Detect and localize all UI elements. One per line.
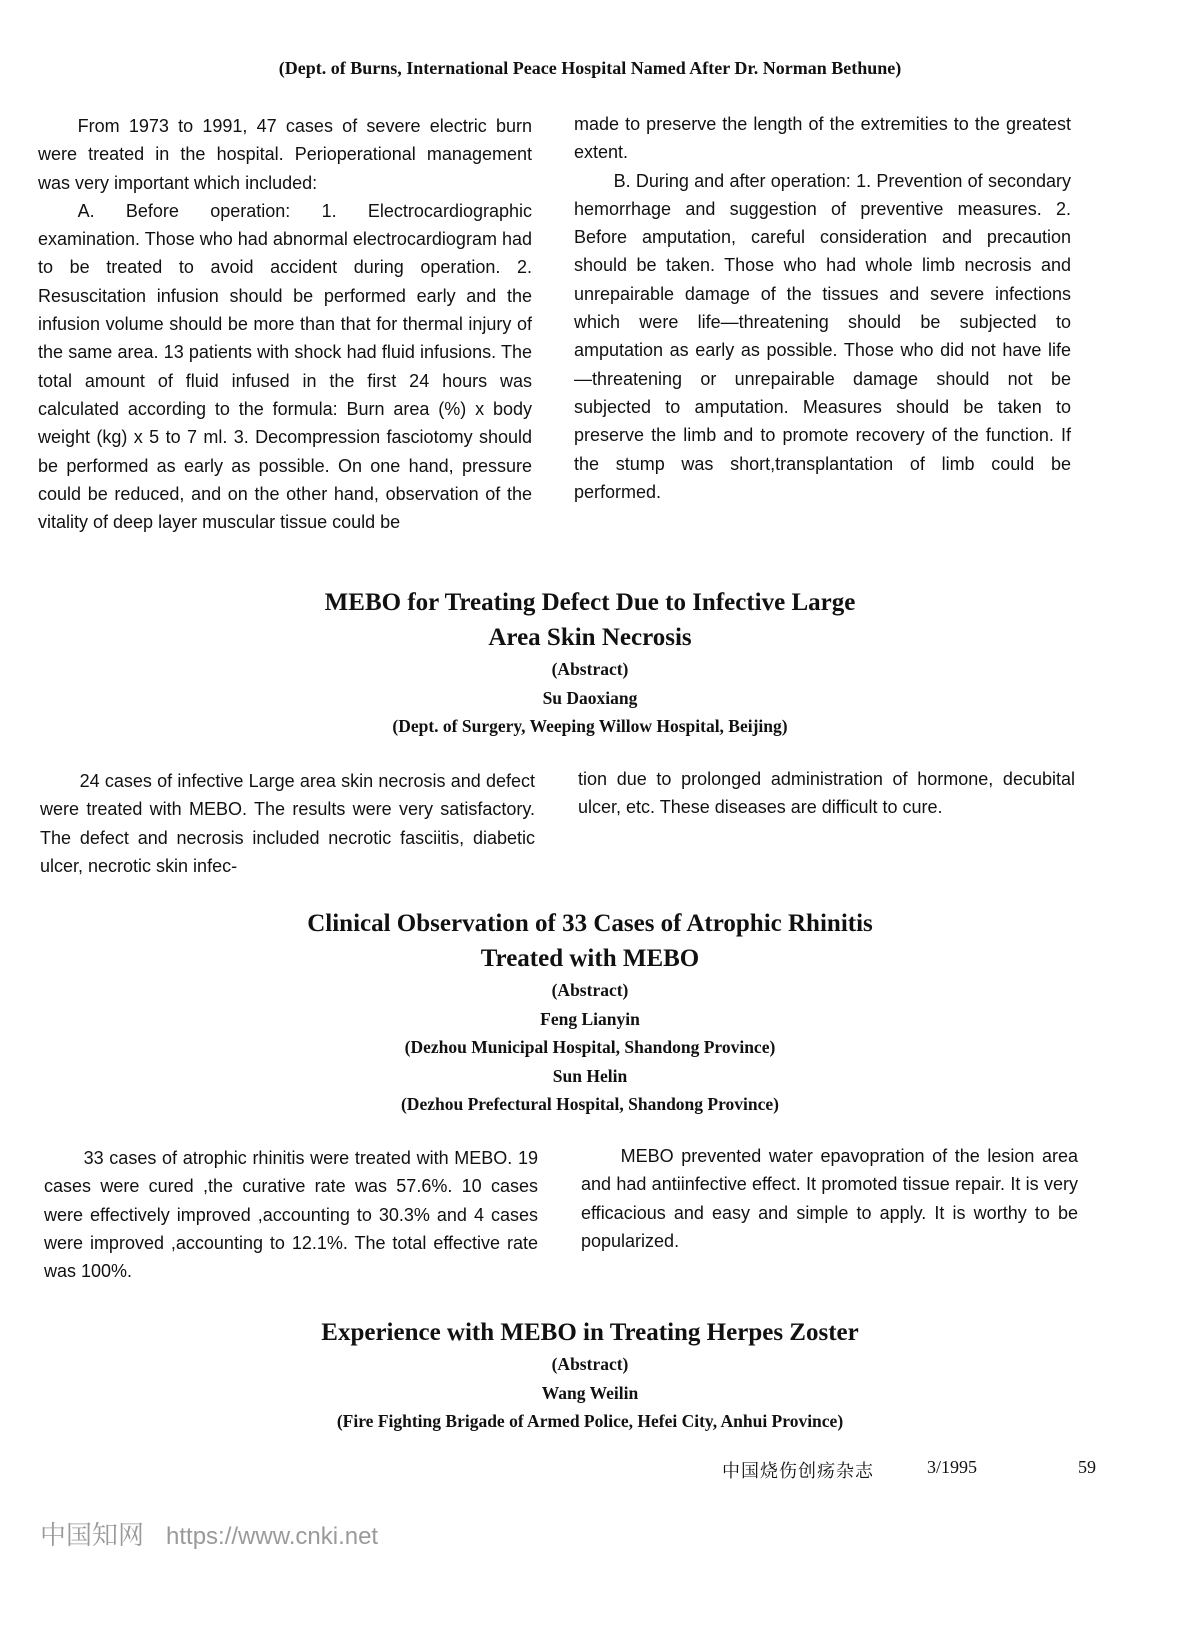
watermark (40, 1515, 378, 1552)
journal-issue: 3/1995 (927, 1457, 978, 1477)
author-name: Sun Helin (552, 1065, 628, 1086)
paragraph: 33 cases of atrophic rhinitis were treated with MEBO. 19 cases were cured ,the curative rate was 57.6%. 10 cases were effectively improved ,accounting to 30.3% and 4 cases were improved ,accounting to 12.1%. The total effective rate was 100%. (44, 1148, 538, 1282)
article-title: Area Skin Necrosis (488, 624, 692, 651)
article-title: Experience with MEBO in Treating Herpes Zoster (321, 1319, 859, 1346)
article4-header (0, 1315, 1180, 1436)
article-title: MEBO for Treating Defect Due to Infective Large (324, 589, 856, 616)
author-affiliation: (Fire Fighting Brigade of Armed Police, Hefei City, Anhui Province) (336, 1411, 844, 1431)
watermark-site-name: 中国知网 (40, 1520, 145, 1550)
abstract-label: (Abstract) (551, 1354, 629, 1374)
article1-right-column (574, 110, 1071, 506)
article3-header (0, 906, 1180, 1119)
paragraph: 24 cases of infective Large area skin necrosis and defect were treated with MEBO. The results were very satisfactory. The defect and necrosis included necrotic fasciitis, diabetic ulcer, necrotic skin infec- (40, 771, 535, 876)
author-affiliation: (Dept. of Surgery, Weeping Willow Hospital, Beijing) (392, 716, 788, 736)
article2-left-column (40, 767, 535, 880)
article2-header (0, 585, 1180, 741)
paragraph: tion due to prolonged administration of hormone, decubital ulcer, etc. These diseases are difficult to cure. (578, 769, 1075, 818)
author-affiliation: (Dezhou Prefectural Hospital, Shandong Province) (400, 1094, 780, 1114)
article-title: Treated with MEBO (480, 945, 700, 972)
page-number: 59 (1078, 1457, 1096, 1477)
article3-left-column (44, 1144, 538, 1285)
article2-right-column (578, 765, 1075, 822)
author-name: Wang Weilin (541, 1382, 639, 1403)
author-name: Feng Lianyin (540, 1008, 640, 1029)
article3-right-column (581, 1142, 1078, 1255)
header-affiliation: (Dept. of Burns, International Peace Hospital Named After Dr. Norman Bethune) (278, 58, 902, 78)
paragraph: made to preserve the length of the extremities to the greatest extent. (574, 114, 1071, 163)
journal-name: 中国烧伤创疡杂志 (722, 1461, 874, 1482)
watermark-url: https://www.cnki.net (166, 1523, 379, 1550)
paragraph: From 1973 to 1991, 47 cases of severe electric burn were treated in the hospital. Perioperational management was very important which included: (38, 116, 532, 193)
paragraph: A. Before operation: 1. Electrocardiographic examination. Those who had abnormal electrocardiogram had to be treated to avoid accident during operation. 2. Resuscitation infusion should be performed early and the infusion volume should be more than that for thermal injury of the same area. 13 patients with shock had fluid infusions. The total amount of fluid infused in the first 24 hours was calculated according to the formula: Burn area (%) x body weight (kg) x 5 to 7 ml. 3. Decompression fasciotomy should be performed as early as possible. On one hand, pressure could be reduced, and on the other hand, observation of the vitality of deep layer muscular tissue could be (38, 200, 532, 533)
abstract-label: (Abstract) (551, 659, 629, 679)
abstract-label: (Abstract) (551, 980, 629, 1000)
paragraph: B. During and after operation: 1. Prevention of secondary hemorrhage and suggestion of preventive measures. 2. Before amputation, careful consideration and precaution should be taken. Those who had whole limb necrosis and unrepairable damage of the tissues and severe infections which were life—threatening should be subjected to amputation as early as possible. Those who did not have life—threatening or unrepairable damage should not be subjected to amputation. Measures should be taken to preserve the limb and to promote recovery of the function. If the stump was short,transplantation of limb could be performed. (574, 170, 1071, 502)
author-affiliation: (Dezhou Municipal Hospital, Shandong Province) (404, 1037, 776, 1057)
author-name: Su Daoxiang (542, 687, 638, 708)
paragraph: MEBO prevented water epavopration of the lesion area and had antiinfective effect. It promoted tissue repair. It is very efficacious and easy and simple to apply. It is worthy to be popularized. (581, 1146, 1078, 1251)
article1-left-column (38, 112, 532, 536)
article-title: Clinical Observation of 33 Cases of Atrophic Rhinitis (307, 910, 873, 937)
